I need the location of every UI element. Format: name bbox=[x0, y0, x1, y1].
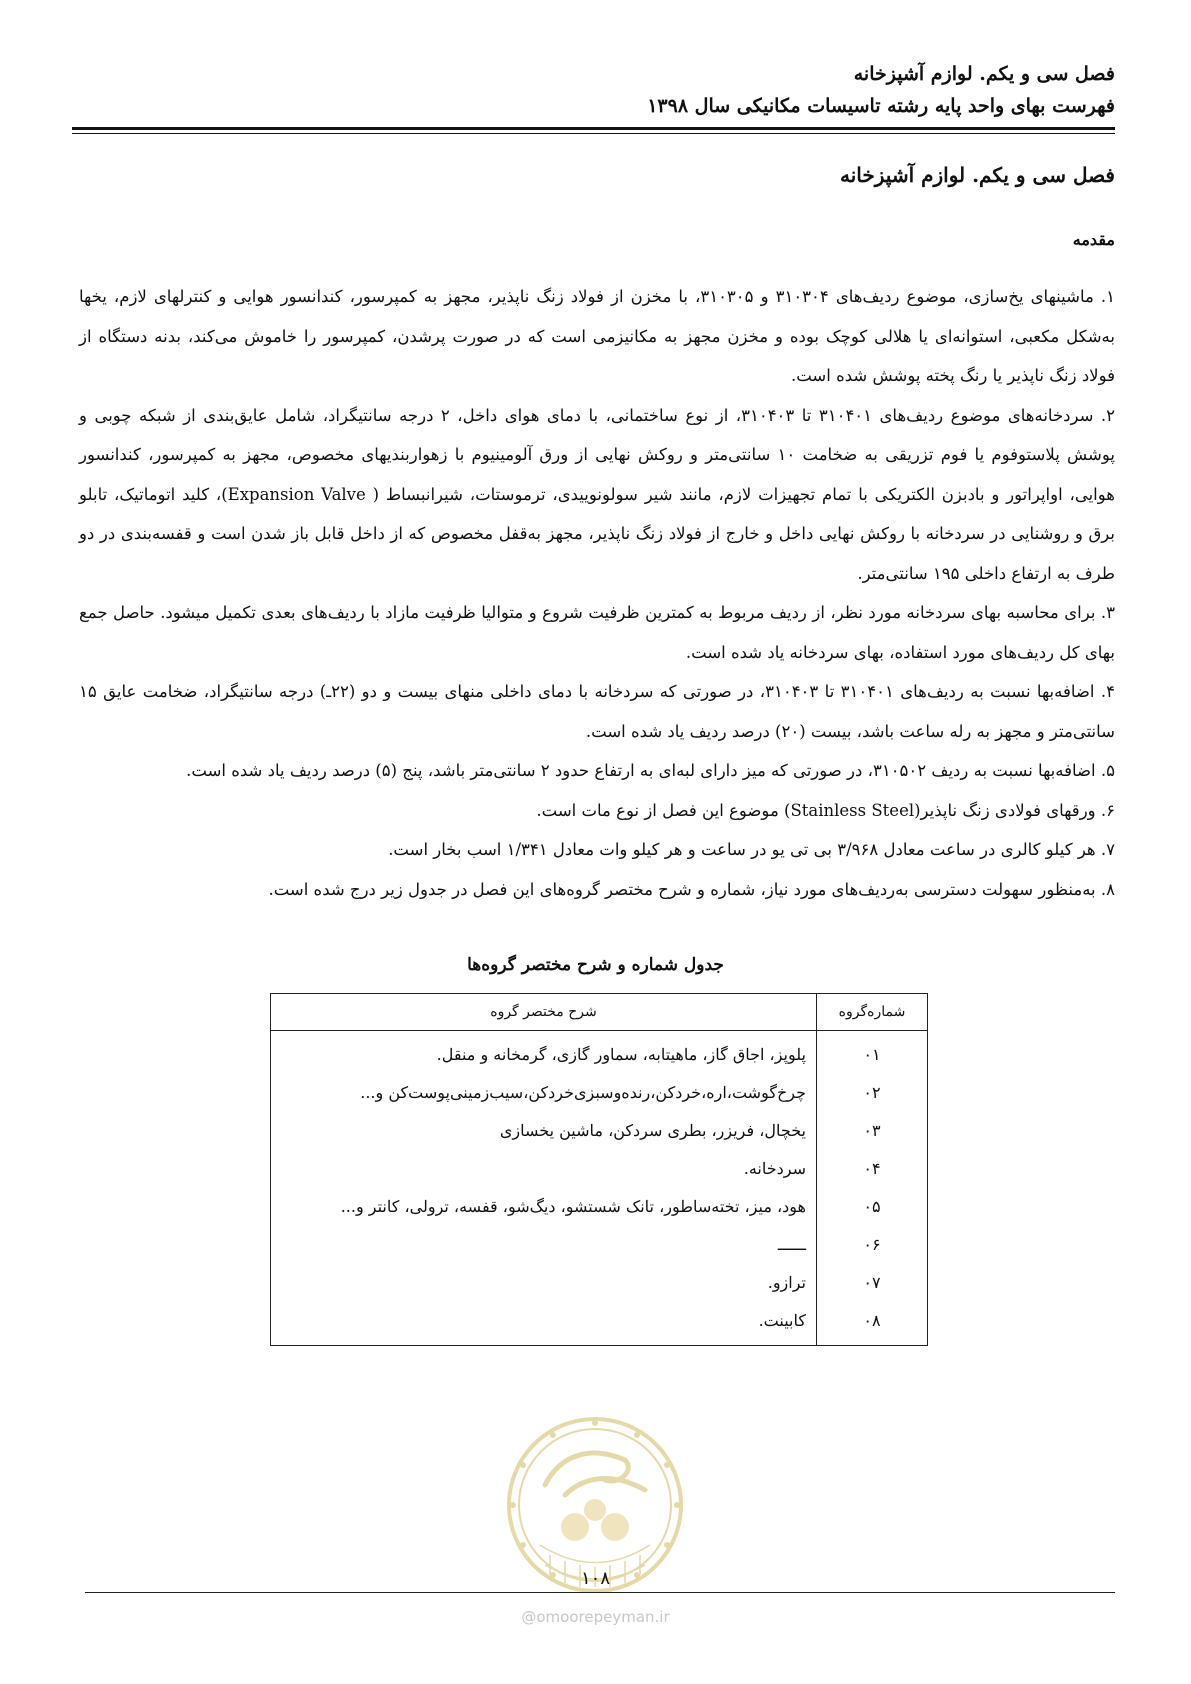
group-description: پلوپز، اجاق گاز، ماهیتابه، سماور گازی، گرمخانه و منقل. bbox=[271, 1031, 817, 1074]
group-number: ۰۴ bbox=[817, 1149, 928, 1187]
intro-heading: مقدمه bbox=[1072, 230, 1115, 249]
table-row bbox=[271, 1225, 928, 1263]
group-description: ترازو. bbox=[271, 1263, 817, 1301]
group-description: چرخ‌گوشت،اره،خردکن،رنده‌وسبزی‌خردکن،سیب‌زمینی‌پوست‌کن و... bbox=[271, 1073, 817, 1111]
group-number: ۰۷ bbox=[817, 1263, 928, 1301]
header-group-number: شماره‌گروه bbox=[817, 994, 928, 1031]
header-group-description: شرح مختصر گروه bbox=[271, 994, 817, 1031]
table-title: جدول شماره و شرح مختصر گروه‌ها bbox=[467, 955, 724, 975]
group-description: سردخانه. bbox=[271, 1149, 817, 1187]
table-row bbox=[271, 1149, 928, 1187]
paragraph-7: ۷. هر کیلو کالری در ساعت معادل ۳/۹۶۸ بی تی یو در ساعت و هر کیلو وات معادل ۱/۳۴۱ اسب بخار است. bbox=[388, 840, 1115, 859]
group-number: ۰۲ bbox=[817, 1073, 928, 1111]
paragraph-8: ۸. به‌منظور سهولت دسترسی به‌ردیف‌های مورد نیاز، شماره و شرح مختصر گروه‌های این فصل در جدول زیر درج شده است. bbox=[268, 879, 1115, 899]
paragraph-2: ۲. سردخانه‌های موضوع ردیف‌های ۳۱۰۴۰۱ تا ۳۱۰۴۰۳، از نوع ساختمانی، با دمای هوای داخل، ۲ درجه سانتیگراد، شامل عایق‌بندی از شبکه چوبی و پوشش پلاستوفوم یا فوم تزریقی به ضخامت ۱۰ سانتی‌متر و روکش نهایی از ورق آلومینیوم با زهواربندیهای مخصوص، مجهز به کمپرسور، کندانسور هوایی، اواپراتور و بادبزن الکتریکی با تمام تجهیزات لازم، مانند شیر سولونوییدی، ترموستات، شیرانبساط ( Expansion Valve)، کلید اتوماتیک، تابلو برق و روشنایی در سردخانه با روکش نهایی داخل و خارج از فولاد زنگ نا‌پذیر، مجهز به‌قفل مخصوص که از داخل قابل باز شدن است و قفسه‌بندی در دو طرف به ارتفاع داخلی ۱۹۵ سانتی‌متر. bbox=[79, 405, 1116, 583]
group-number: ۰۸ bbox=[817, 1301, 928, 1346]
header-rule-thick bbox=[72, 127, 1115, 130]
group-description: ــــــ bbox=[271, 1225, 817, 1263]
chapter-title: فصل سی و یکم. لوازم آشپزخانه bbox=[840, 163, 1115, 187]
groups-table bbox=[270, 993, 928, 1346]
table-row bbox=[271, 1301, 928, 1346]
table-row bbox=[271, 1031, 928, 1074]
header-document-title: فهرست بهای واحد پایه رشته تاسیسات مکانیکی سال ۱۳۹۸ bbox=[647, 95, 1115, 117]
table-row bbox=[271, 1263, 928, 1301]
body-text bbox=[79, 277, 1115, 909]
website-watermark: @omoorepeyman.ir bbox=[521, 1608, 670, 1626]
table-row bbox=[271, 1073, 928, 1111]
page-number: ۱۰۸ bbox=[580, 1568, 610, 1589]
group-number: ۰۱ bbox=[817, 1031, 928, 1074]
paragraph-4: ۴. اضافه‌بها نسبت به ردیف‌های ۳۱۰۴۰۱ تا ۳۱۰۴۰۳، در صورتی که سردخانه با دمای داخلی منهای بیست و دو (۲۲ـ) درجه سانتیگراد، ضخامت عایق ۱۵ سانتی‌متر و مجهز به رله ساعت باشد، بیست (۲۰) درصد ردیف یاد شده است. bbox=[79, 682, 1115, 741]
group-description: یخچال، فریزر، بطری سردکن، ماشین یخسازی bbox=[271, 1111, 817, 1149]
group-number: ۰۶ bbox=[817, 1225, 928, 1263]
table-header-row bbox=[271, 994, 928, 1031]
group-number: ۰۵ bbox=[817, 1187, 928, 1225]
table-row bbox=[271, 1111, 928, 1149]
header-chapter-title: فصل سی و یکم. لوازم آشپزخانه bbox=[853, 63, 1115, 85]
paragraph-5: ۵. اضافه‌بها نسبت به ردیف ۳۱۰۵۰۲، در صورتی که میز دارای لبه‌ای به ارتفاع حدود ۲ سانتی‌متر باشد، پنج (۵) درصد ردیف یاد شده است. bbox=[186, 761, 1115, 780]
table-row bbox=[271, 1187, 928, 1225]
paragraph-1: ۱. ماشینهای یخ‌سازی، موضوع ردیف‌های ۳۱۰۳۰۴ و ۳۱۰۳۰۵، با مخزن از فولاد زنگ نا‌پذیر، مجهز به کمپرسور، کندانسور هوایی و کنترلهای لازم، یخها به‌شکل مکعبی، استوانه‌ای یا هلالی کوچک بوده و مخزن مجهز به مکانیزمی است که در صورت پرشدن، کمپرسور را خاموش می‌کند، بدنه دستگاه از فولاد زنگ نا‌پذیر یا رنگ پخته پوشش شده است. bbox=[79, 287, 1116, 385]
group-description: هود، میز، تخته‌ساطور، تانک شستشو، دیگ‌شو، قفسه، ترولی، کانتر و... bbox=[271, 1187, 817, 1225]
paragraph-6: ۶. ورقهای فولادی زنگ نا‌پذیر(Stainless Steel) موضوع این فصل از نوع مات است. bbox=[536, 800, 1115, 820]
group-number: ۰۳ bbox=[817, 1111, 928, 1149]
paragraph-3: ۳. برای محاسبه بهای سردخانه مورد نظر، از ردیف مربوط به کمترین ظرفیت شروع و متوالیا ظرفیت مازاد با ردیف‌های بعدی تکمیل میشود. حاصل جمع بهای کل ردیف‌های مورد استفاده، بهای سردخانه یاد شده است. bbox=[79, 603, 1115, 662]
page-header bbox=[75, 58, 1115, 122]
group-description: کابینت. bbox=[271, 1301, 817, 1346]
footer-rule bbox=[85, 1592, 1115, 1593]
header-rule-thin bbox=[72, 133, 1115, 134]
